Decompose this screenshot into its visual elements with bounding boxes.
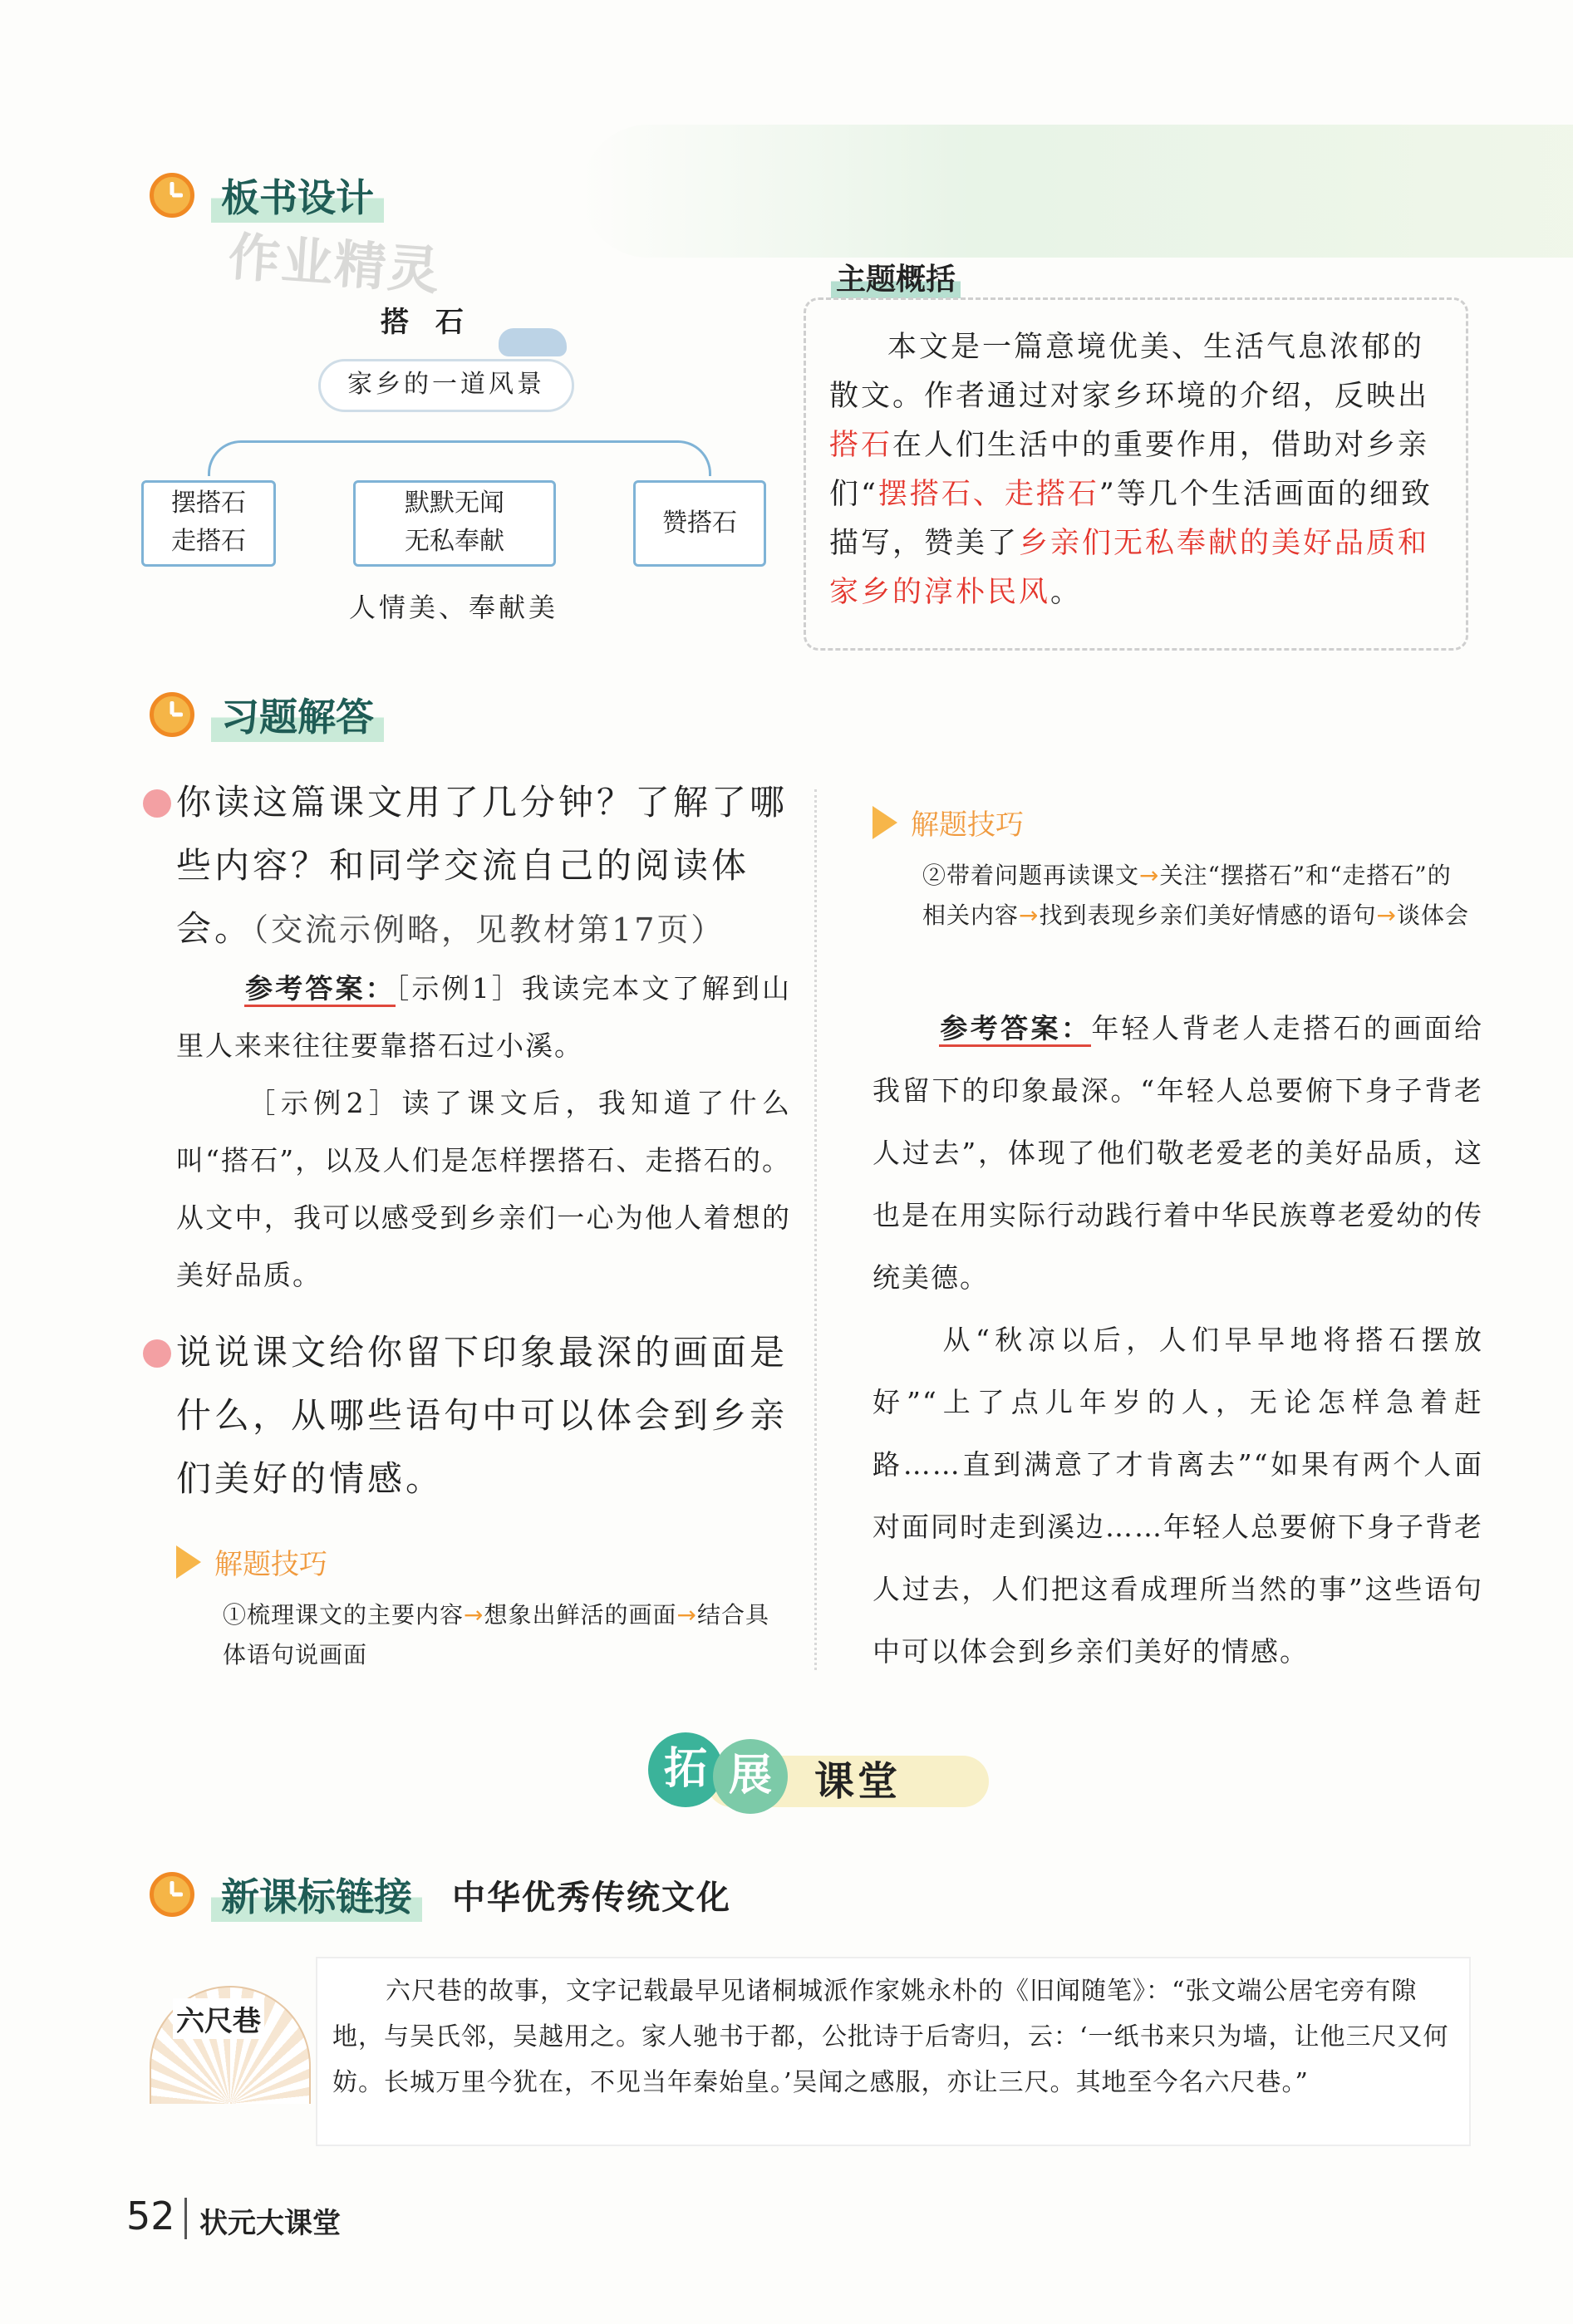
tip-1-label: 解题技巧 — [214, 1548, 327, 1581]
summary-red-2: 摆搭石、走搭石 — [877, 478, 1099, 511]
tip-1-text — [223, 1595, 771, 1675]
curriculum-link-heading — [150, 1857, 731, 1932]
exercises-title: 习题解答 — [211, 687, 384, 742]
answer-1 — [176, 960, 791, 1304]
answer-2-label: 参考答案： — [939, 1012, 1091, 1047]
summary-heading: 主题概括 — [831, 256, 961, 298]
alarm-clock-icon — [150, 692, 194, 737]
tip-1-step-1: ①梳理课文的主要内容 — [223, 1601, 465, 1629]
tip-2-step-2: 关注“摆搭石”和“走搭石”的相关内容 — [922, 862, 1452, 929]
question-bullet — [143, 1339, 171, 1368]
board-theme: 家乡的一道风景 — [318, 359, 574, 412]
tip-1-step-2: 想象出鲜活的画面 — [484, 1601, 677, 1629]
triangle-icon — [176, 1545, 201, 1579]
summary-red-1: 搭石 — [829, 429, 893, 462]
header-decoration — [582, 125, 1573, 258]
book-title: 状元大课堂 — [199, 2207, 341, 2240]
tip-1-step-3: 结合具体语句说画面 — [223, 1601, 769, 1668]
summary-text-2: 在人们生活中的重要作用，借助对乡亲们“ — [829, 429, 1430, 511]
tip-2-step-4: 谈体会 — [1396, 902, 1469, 929]
watermark: 作业精灵 — [226, 226, 443, 302]
story-text: 六尺巷的故事，文字记载最早见诸桐城派作家姚永朴的《旧闻随笔》：“张文端公居宅旁有隙地，与吴氏邻，吴越用之。家人驰书于都，公批诗于后寄归，云：‘一纸书来只为墙，让他三尺又何妨。长城万里今犹在，不见当年秦始皇。’吴闻之感服，亦让三尺。其地至今名六尺巷。” — [332, 1977, 1449, 2097]
arrow-icon: → — [676, 1601, 697, 1629]
answer-1-example-2: ［示例2］读了课文后，我知道了什么叫“搭石”，以及人们是怎样摆搭石、走搭石的。从文中，我可以感受到乡亲们一心为他人着想的美好品质。 — [176, 1087, 791, 1291]
triangle-icon — [873, 806, 897, 839]
question-2: 说说课文给你留下印象最深的画面是什么，从哪些语句中可以体会到乡亲们美好的情感。 — [176, 1332, 789, 1499]
extension-banner — [648, 1732, 997, 1815]
board-center-box — [353, 480, 556, 567]
question-1-text: 你读这篇课文用了几分钟？了解了哪些内容？和同学交流自己的阅读体会。 — [176, 782, 789, 949]
answer-1-example-1: ［示例1］我读完本文了解到山里人来来往往要靠搭石过小溪。 — [176, 972, 792, 1062]
question-bullet — [143, 789, 171, 818]
exercises-heading — [150, 677, 384, 752]
tip-2-step-1: ②带着问题再读课文 — [922, 862, 1140, 889]
curriculum-link-subtitle: 中华优秀传统文化 — [452, 1878, 731, 1917]
stones-illustration — [499, 328, 567, 356]
column-divider — [814, 789, 817, 1670]
question-1-note: （交流示例略，见教材第17页） — [253, 911, 725, 948]
summary-red-3: 乡亲们无私奉献的美好品质和家乡的淳朴民风 — [829, 527, 1430, 609]
answer-1-label: 参考答案： — [244, 972, 396, 1007]
summary-text-3: ”等几个生活画面的细致描写，赞美了 — [829, 478, 1433, 560]
answer-2-para-2: 从“秋凉以后，人们早早地将搭石摆放好”“上了点儿年岁的人，无论怎样急着赶路……直到满意了才肯离去”“如果有两个人面对面同时走到溪边……年轻人总要俯下身子背老人过去，人们把这看成理所当然的事”这些语句中可以体会到乡亲们美好的情感。 — [873, 1324, 1483, 1668]
banner-text: 课堂 — [814, 1758, 902, 1805]
banner-char-1: 拓 — [648, 1732, 723, 1807]
summary-text-1: 本文是一篇意境优美、生活气息浓郁的散文。作者通过对家乡环境的介绍，反映出 — [829, 331, 1430, 413]
arrow-icon: → — [1019, 902, 1040, 929]
tip-2-heading — [873, 802, 1024, 843]
board-center-line2: 无私奉献 — [405, 527, 504, 556]
tip-2-text — [922, 856, 1471, 936]
footer-divider — [184, 2198, 187, 2239]
board-right-box: 赞搭石 — [633, 480, 766, 567]
story-box — [316, 1957, 1471, 2146]
arrow-icon: → — [1376, 902, 1397, 929]
summary-box — [804, 297, 1468, 651]
story-tag: 六尺巷 — [173, 1998, 264, 2039]
board-bottom: 人情美、奉献美 — [349, 592, 559, 623]
curriculum-link-title: 新课标链接 — [211, 1867, 422, 1922]
tip-2-label: 解题技巧 — [911, 808, 1024, 842]
board-design-title: 板书设计 — [211, 168, 384, 223]
tip-2-step-3: 找到表现乡亲们美好情感的语句 — [1039, 902, 1377, 929]
board-title: 搭 石 — [381, 306, 472, 339]
question-1 — [176, 771, 791, 961]
alarm-clock-icon — [150, 173, 194, 218]
board-connector — [208, 440, 711, 476]
answer-2 — [873, 997, 1483, 1683]
answer-2-para-1: 年轻人背老人走搭石的画面给我留下的印象最深。“年轻人总要俯下身子背老人过去”，体现了他们敬老爱老的美好品质，这也是在用实际行动践行着中华民族尊老爱幼的传统美德。 — [873, 1012, 1484, 1294]
banner-char-2: 展 — [713, 1739, 788, 1814]
page-number: 52 — [126, 2194, 175, 2238]
alarm-clock-icon — [150, 1872, 194, 1917]
tip-1-heading — [176, 1541, 327, 1582]
board-left-box — [141, 480, 276, 567]
summary-text-4: 。 — [1050, 576, 1083, 609]
arrow-icon: → — [464, 1601, 484, 1629]
board-left-line1: 摆搭石 — [171, 489, 246, 518]
arrow-icon: → — [1139, 862, 1160, 889]
board-center-line1: 默默无闻 — [405, 489, 504, 518]
board-left-line2: 走搭石 — [171, 527, 246, 556]
